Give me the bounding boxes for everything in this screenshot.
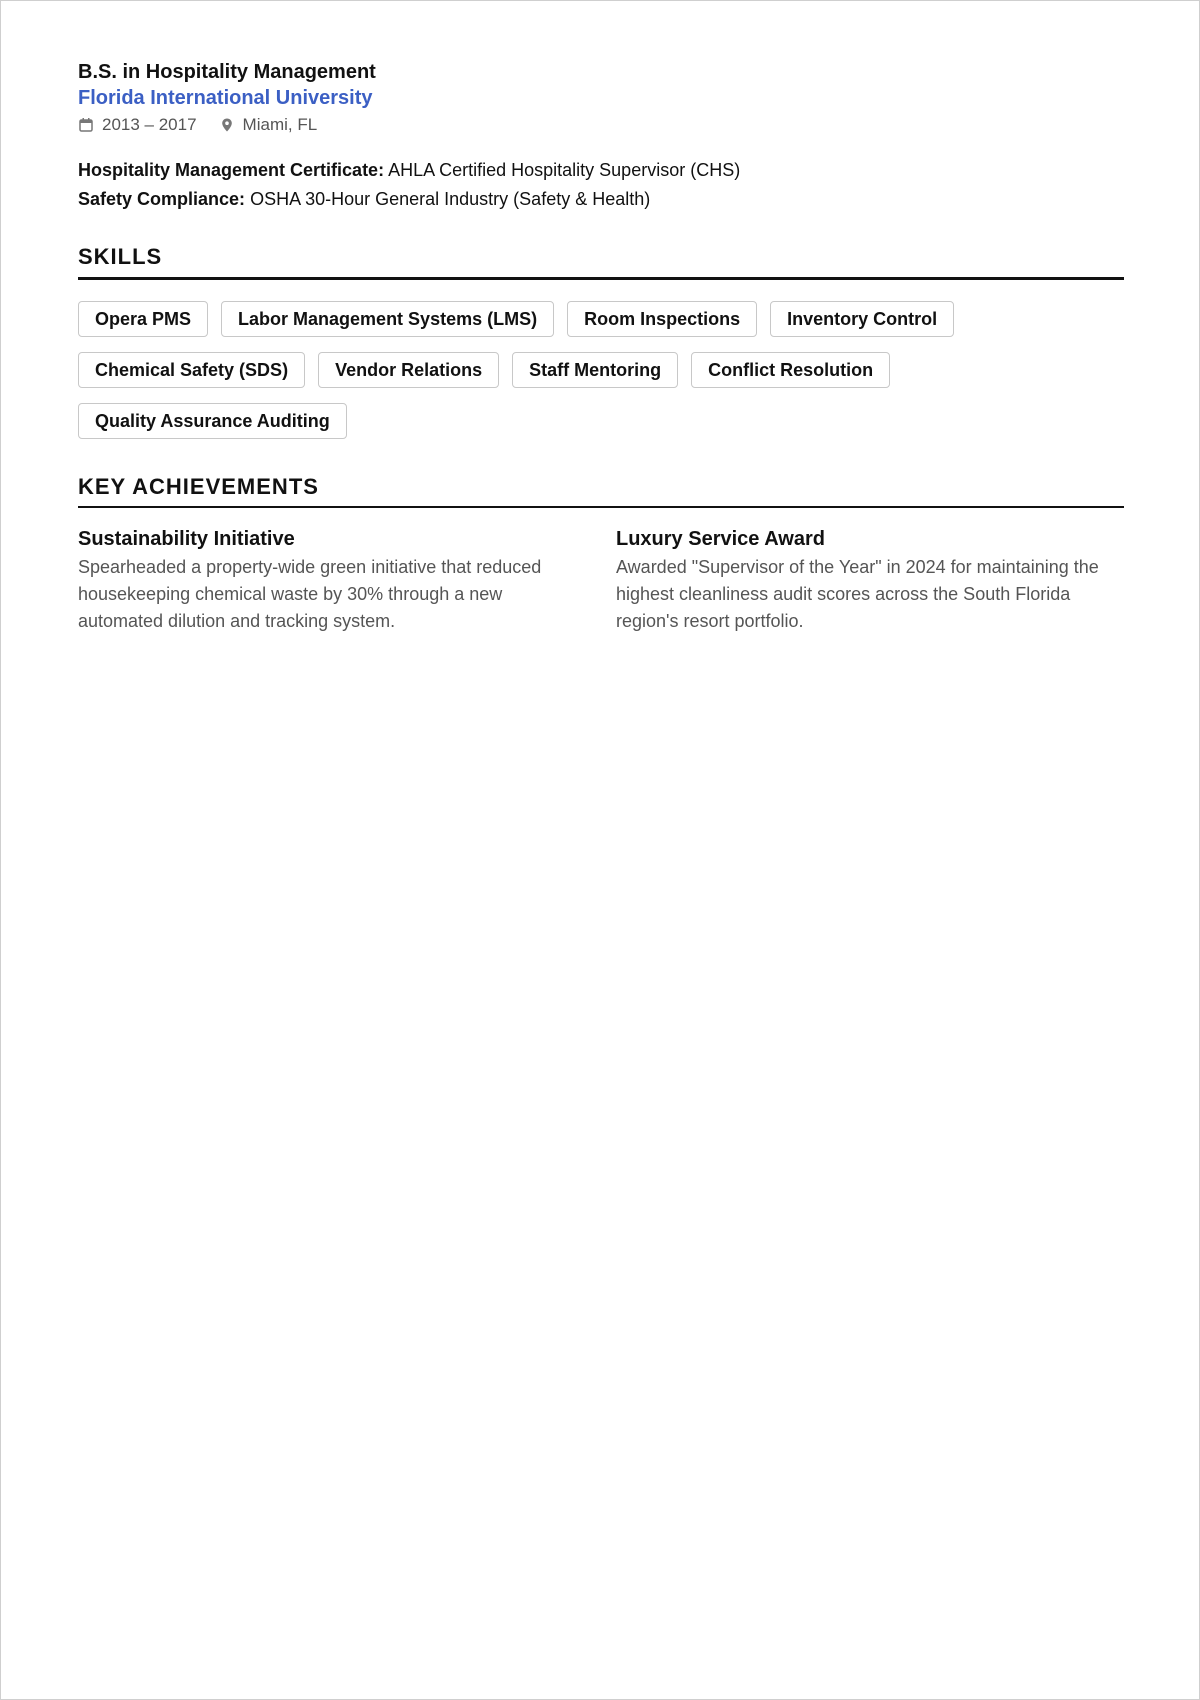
skill-tag: Chemical Safety (SDS)	[78, 352, 305, 388]
skills-list	[78, 301, 1124, 439]
achievement-item	[616, 528, 1124, 635]
certifications	[78, 156, 740, 214]
skill-tag: Vendor Relations	[318, 352, 499, 388]
certification-label: Hospitality Management Certificate:	[78, 160, 385, 180]
skill-tag: Labor Management Systems (LMS)	[221, 301, 554, 337]
skill-tag: Conflict Resolution	[691, 352, 890, 388]
education-meta	[78, 115, 317, 135]
education-dates	[78, 115, 197, 135]
school-name: Florida International University	[78, 87, 373, 109]
achievement-title: Luxury Service Award	[616, 528, 825, 550]
skill-tag: Inventory Control	[770, 301, 954, 337]
skills-heading: SKILLS	[78, 244, 163, 269]
certification-label: Safety Compliance:	[78, 189, 246, 209]
skills-divider	[78, 277, 1124, 280]
achievements-divider	[78, 506, 1124, 508]
certification-row	[78, 185, 740, 214]
map-pin-icon	[219, 117, 235, 133]
skill-tag: Staff Mentoring	[512, 352, 678, 388]
achievements-list	[78, 528, 1124, 635]
education-location-text: Miami, FL	[242, 115, 318, 134]
skill-tag: Room Inspections	[567, 301, 757, 337]
skill-tag: Opera PMS	[78, 301, 208, 337]
achievement-description: Spearheaded a property-wide green initiative that reduced housekeeping chemical waste by 30% through a new automated dilution and tracking system.	[78, 557, 542, 631]
achievement-title: Sustainability Initiative	[78, 528, 295, 550]
skill-tag: Quality Assurance Auditing	[78, 403, 347, 439]
certification-value: OSHA 30-Hour General Industry (Safety & Health)	[250, 189, 651, 209]
degree-title: B.S. in Hospitality Management	[78, 61, 376, 83]
education-location	[219, 115, 318, 135]
achievements-heading: KEY ACHIEVEMENTS	[78, 474, 319, 499]
achievement-description: Awarded "Supervisor of the Year" in 2024 for maintaining the highest cleanliness audit scores across the South Florida region's resort portfolio.	[616, 557, 1099, 631]
certification-value: AHLA Certified Hospitality Supervisor (CHS)	[388, 160, 741, 180]
calendar-icon	[78, 117, 94, 133]
achievement-item	[78, 528, 586, 635]
certification-row	[78, 156, 740, 185]
education-dates-text: 2013 – 2017	[102, 115, 197, 134]
